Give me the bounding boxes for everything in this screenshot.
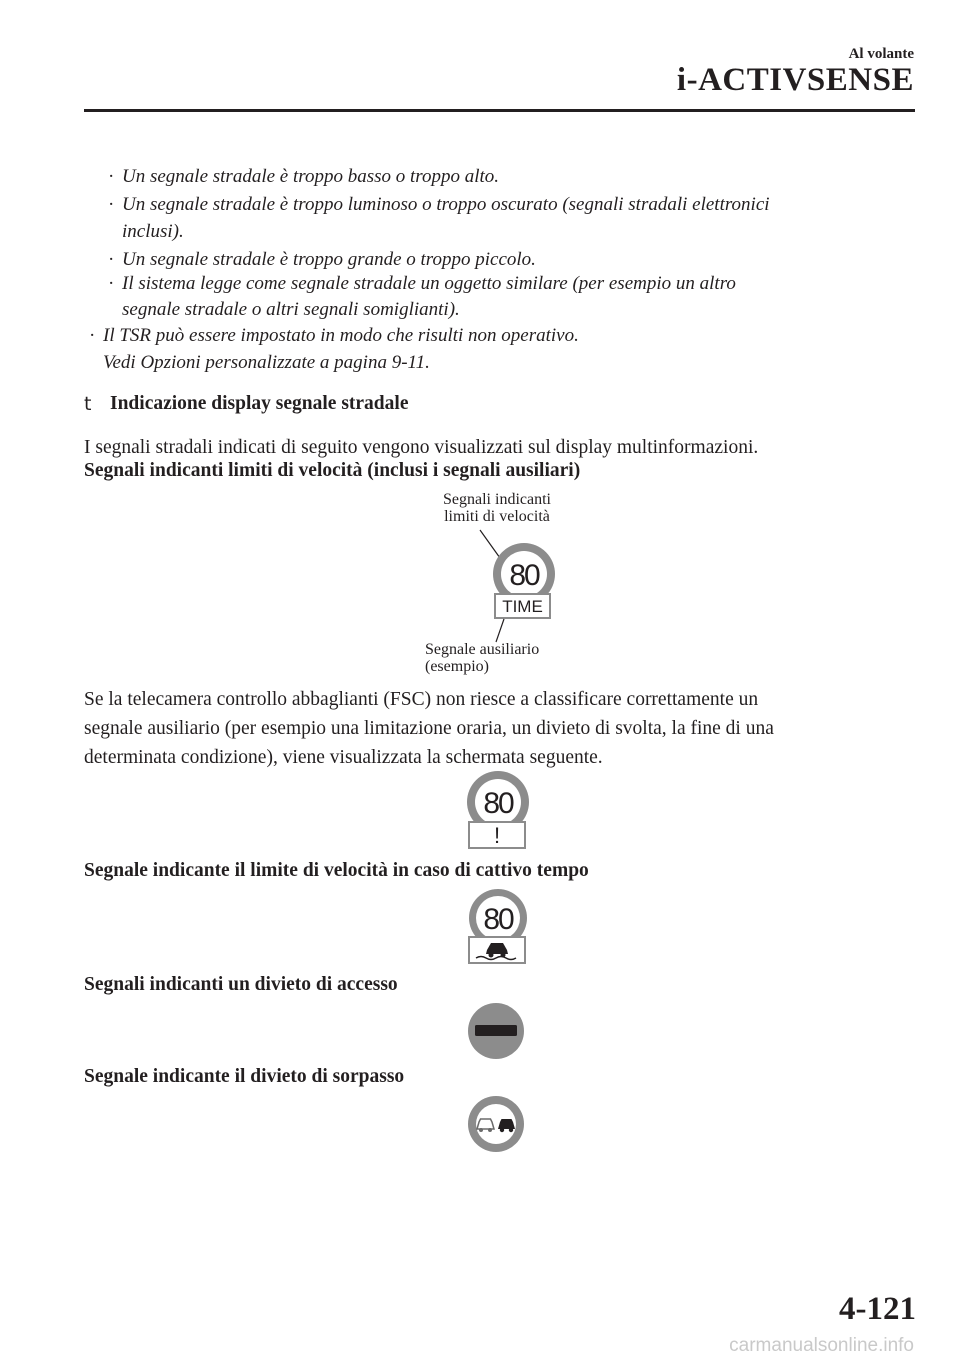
sub-bullet-4-continued: segnale stradale o altri segnali somiglianti). (122, 299, 460, 320)
speed-limit-heading: Segnali indicanti limiti di velocità (inclusi i segnali ausiliari) (84, 460, 581, 481)
bullet-glyph: · (108, 249, 115, 270)
diagram-label-top-line1: Segnali indicanti (443, 491, 551, 508)
diagram-label-bottom-line2: (esempio) (425, 658, 489, 675)
bullet-glyph: · (108, 194, 115, 215)
speed-sign-value: 80 (483, 787, 513, 820)
sub-bullet-text: Un segnale stradale è troppo luminoso o troppo oscurato (segnali stradali elettronici (122, 194, 770, 215)
no-overtaking-sign-icon (468, 1096, 524, 1152)
speed-sign-unknown-aux (460, 770, 540, 852)
section-heading: Indicazione display segnale stradale (110, 393, 409, 414)
bullet-glyph: · (108, 166, 115, 187)
section-label: Al volante (848, 46, 914, 62)
leader-line-bottom (496, 619, 504, 642)
paragraph-line: segnale ausiliario (per esempio una limitazione oraria, un divieto di svolta, la fine di una (84, 718, 774, 739)
sub-bullet-text: Un segnale stradale è troppo basso o troppo alto. (122, 166, 500, 187)
page-number: 4-121 (839, 1291, 916, 1327)
sub-bullet-text: Un segnale stradale è troppo grande o troppo piccolo. (122, 249, 536, 270)
aux-sign-exclamation: ! (493, 823, 501, 848)
sub-bullet-1 (108, 162, 500, 192)
aux-sign-text: TIME (502, 597, 543, 616)
section-marker: t (84, 393, 92, 415)
bad-weather-heading: Segnale indicante il limite di velocità in caso di cattivo tempo (84, 860, 589, 881)
bullet-glyph: · (108, 273, 115, 294)
sub-bullet-2 (108, 190, 770, 220)
speed-sign-diagram (420, 520, 580, 645)
diagram-label-bottom-line1: Segnale ausiliario (425, 641, 540, 658)
sub-bullet-2-continued: inclusi). (122, 221, 184, 242)
watermark: carmanualsonline.info (729, 1335, 914, 1356)
no-entry-sign (465, 1002, 529, 1062)
main-bullet-text: Il TSR può essere impostato in modo che risulti non operativo. (103, 325, 579, 346)
paragraph-line: Se la telecamera controllo abbaglianti (FSC) non riesce a classificare correttamente un (84, 689, 759, 710)
cross-reference-text: Vedi Opzioni personalizzate a pagina 9-11. (103, 352, 430, 373)
intro-text: I segnali stradali indicati di seguito vengono visualizzati sul display multinformazioni. (84, 437, 759, 458)
no-overtaking-sign (465, 1093, 529, 1153)
paragraph-line: determinata condizione), viene visualizzata la schermata seguente. (84, 747, 603, 768)
no-entry-heading: Segnali indicanti un divieto di accesso (84, 974, 398, 995)
speed-sign-value: 80 (509, 559, 539, 592)
speed-sign-bad-weather (460, 888, 540, 968)
chapter-title: i-ACTIVSENSE (676, 62, 914, 98)
diagram-label-top-line2: limiti di velocità (444, 508, 550, 525)
main-bullet (89, 321, 579, 351)
bullet-glyph: · (89, 325, 96, 346)
no-overtaking-heading: Segnale indicante il divieto di sorpasso (84, 1066, 405, 1087)
diagram-label-bottom (425, 641, 539, 675)
paragraph (84, 685, 924, 772)
speed-sign-value: 80 (483, 903, 513, 936)
no-entry-sign-icon (468, 1003, 524, 1059)
sub-bullet-text: Il sistema legge come segnale stradale un oggetto similare (per esempio un altro (122, 273, 736, 294)
header-rule (84, 109, 915, 112)
